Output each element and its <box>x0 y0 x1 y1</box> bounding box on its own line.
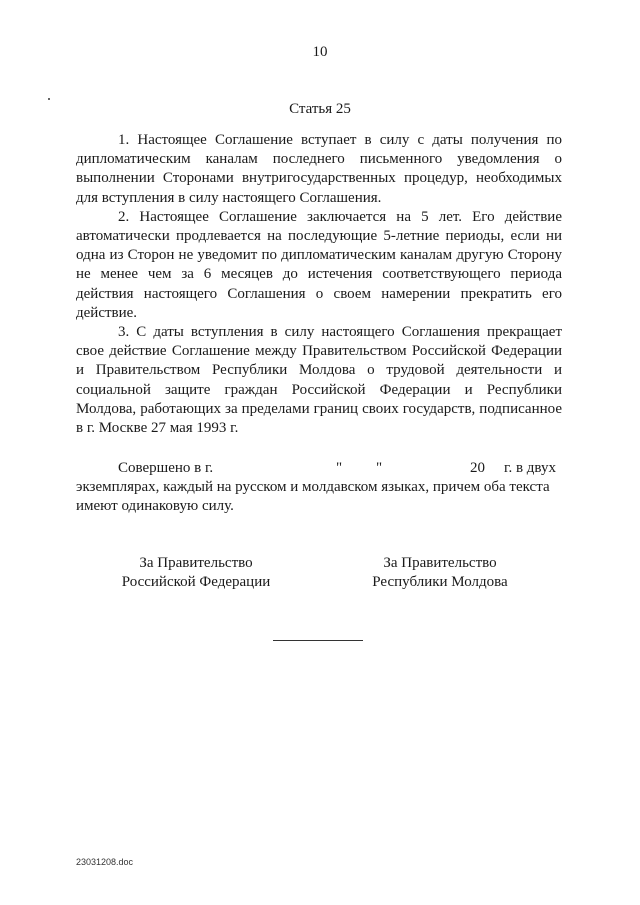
signature-russia-line-2: Российской Федерации <box>121 574 271 591</box>
quote-open: " <box>336 460 343 476</box>
document-code: 23031208.doc <box>76 857 134 867</box>
scan-dot <box>48 98 50 100</box>
signature-block-moldova <box>330 554 550 592</box>
done-at-prefix: Совершено в г. <box>118 460 214 476</box>
article-title: Статья 25 <box>289 101 351 117</box>
done-at-suffix: г. в двух <box>504 460 556 476</box>
done-at-line-1 <box>76 459 562 478</box>
paragraph-2: 2. Настоящее Соглашение заключается на 5 лет. Его действие автоматически продлевается на последующие 5-летние периоды, если ни одна из Сторон не уведомит по дипломатическим каналам другую Сторону не менее чем за 6 месяцев до истечения соответствующего периода действия настоящего Соглашения о своем намерении прекратить его действие. <box>76 208 562 321</box>
signature-block-russia <box>86 554 306 592</box>
signature-russia-line-1: За Правительство <box>139 555 253 571</box>
page-number: 10 <box>312 44 328 60</box>
quote-close: " <box>376 460 383 476</box>
signature-moldova-line-1: За Правительство <box>383 555 497 571</box>
year-prefix: 20 <box>470 460 485 476</box>
paragraph-1: 1. Настоящее Соглашение вступает в силу с даты получения по дипломатическим каналам последнего письменного уведомления о выполнении Сторонами внутригосударственных процедур, необходимых для вступления в силу настоящего Соглашения. <box>76 132 562 206</box>
done-at-clause <box>76 459 562 516</box>
done-at-line-2: экземплярах, каждый на русском и молдавском языках, причем оба текста <box>76 479 550 495</box>
signature-moldova-line-2: Республики Молдова <box>372 574 508 591</box>
paragraph-3: 3. С даты вступления в силу настоящего Соглашения прекращает свое действие Соглашение между Правительством Российской Федерации и Правительством Республики Молдова о трудовой деятельности и социальной защите граждан Российской Федерации и Республики Молдова, работающих за пределами границ своих государств, подписанное в г. Москве 27 мая 1993 г. <box>76 324 562 437</box>
end-divider <box>273 640 363 641</box>
done-at-line-3: имеют одинаковую силу. <box>76 498 234 515</box>
article-body <box>76 131 562 438</box>
